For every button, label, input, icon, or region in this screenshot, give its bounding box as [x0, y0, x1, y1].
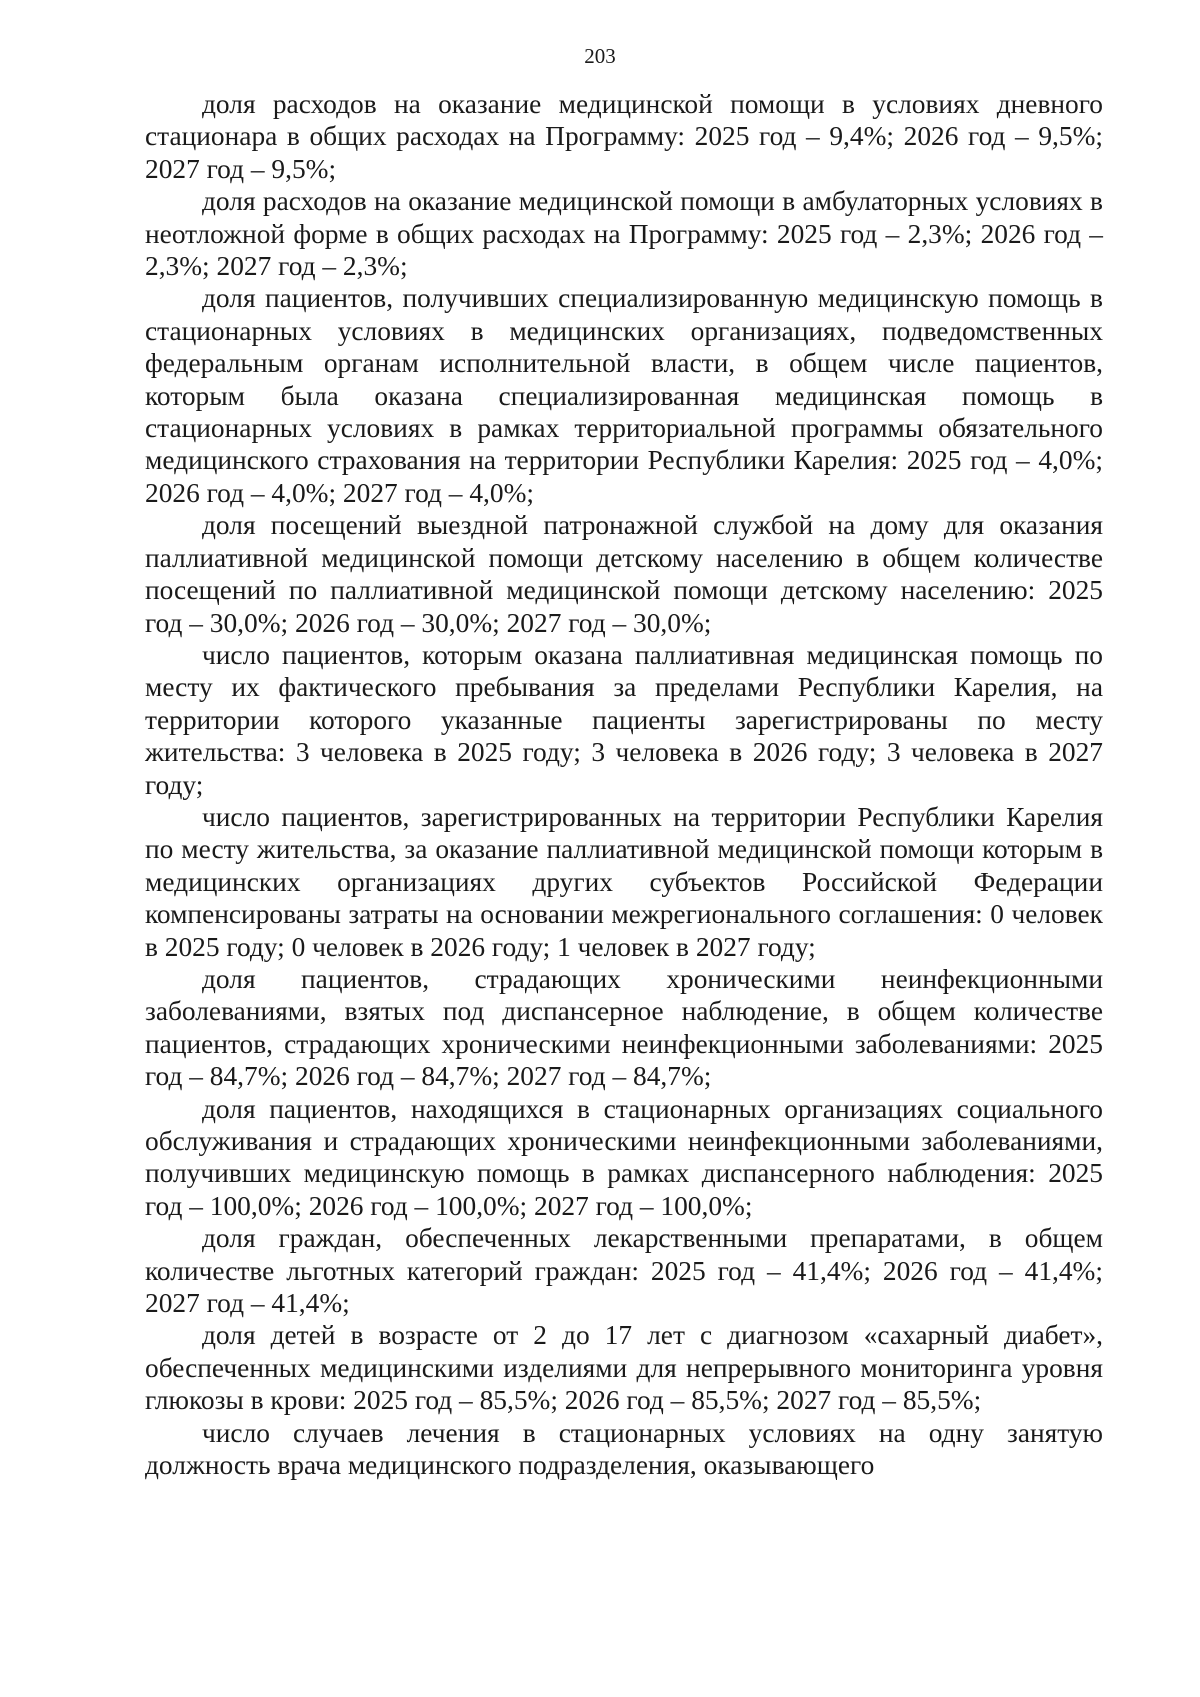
paragraph-interregional-compensation: число пациентов, зарегистрированных на территории Республики Карелия по месту жительства, за оказание паллиативной медицинской помощи которым в медицинских организациях других субъектов Российской Федерации компенсированы затраты на основании межрегионального соглашения: 0 человек в 2025 году; 0 человек в 2026 году; 1 человек в 2027 году; — [145, 801, 1103, 962]
paragraph-emergency-outpatient-expenses: доля расходов на оказание медицинской помощи в амбулаторных условиях в неотложной форме в общих расходах на Программу: 2025 год – 2,3%; 2026 год – 2,3%; 2027 год – 2,3%; — [145, 186, 1103, 282]
paragraph-inpatient-cases-per-doctor: число случаев лечения в стационарных условиях на одну занятую должность врача медицинского подразделения, оказывающего — [145, 1417, 1103, 1481]
paragraph-social-institution-patients: доля пациентов, находящихся в стационарных организациях социального обслуживания и страдающих хроническими неинфекционными заболеваниями, получивших медицинскую помощь в рамках диспансерного наблюдения: 2025 год – 100,0%; 2026 год – 100,0%; 2027 год – 100,0%; — [145, 1093, 1103, 1221]
paragraph-glucose-monitoring-children: доля детей в возрасте от 2 до 17 лет с диагнозом «сахарный диабет», обеспеченных медицинскими изделиями для непрерывного мониторинга уровня глюкозы в крови: 2025 год – 85,5%; 2026 год – 85,5%; 2027 год – 85,5%; — [145, 1320, 1103, 1416]
paragraph-palliative-care-outside-region: число пациентов, которым оказана паллиативная медицинская помощь по месту их фактического пребывания за пределами Республики Карелия, на территории которого указанные пациенты зарегистрированы по месту жительства: 3 человека в 2025 году; 3 человека в 2026 году; 3 человека в 2027 году; — [145, 639, 1103, 800]
paragraph-pediatric-palliative-visits: доля посещений выездной патронажной службой на дому для оказания паллиативной медицинской помощи детскому населению в общем количестве посещений по паллиативной медицинской помощи детскому населению: 2025 год – 30,0%; 2026 год – 30,0%; 2027 год – 30,0%; — [145, 510, 1103, 638]
paragraph-federal-specialized-care-share: доля пациентов, получивших специализированную медицинскую помощь в стационарных условиях в медицинских организациях, подведомственных федеральным органам исполнительной власти, в общем числе пациентов, которым была оказана специализированная медицинская помощь в стационарных условиях в рамках территориальной программы обязательного медицинского страхования на территории Республики Карелия: 2025 год – 4,0%; 2026 год – 4,0%; 2027 год – 4,0%; — [145, 283, 1103, 508]
paragraph-dispensary-observation-share: доля пациентов, страдающих хроническими неинфекционными заболеваниями, взятых под диспансерное наблюдение, в общем количестве пациентов, страдающих хроническими неинфекционными заболеваниями: 2025 год – 84,7%; 2026 год – 84,7%; 2027 год – 84,7%; — [145, 963, 1103, 1092]
paragraph-drug-provision-share: доля граждан, обеспеченных лекарственными препаратами, в общем количестве льготных категорий граждан: 2025 год – 41,4%; 2026 год – 41,4%; 2027 год – 41,4%; — [145, 1223, 1103, 1319]
paragraph-day-hospital-expenses: доля расходов на оказание медицинской помощи в условиях дневного стационара в общих расходах на Программу: 2025 год – 9,4%; 2026 год – 9,5%; 2027 год – 9,5%; — [145, 89, 1103, 184]
page-number: 203 — [584, 44, 616, 68]
document-body — [145, 88, 1103, 1481]
